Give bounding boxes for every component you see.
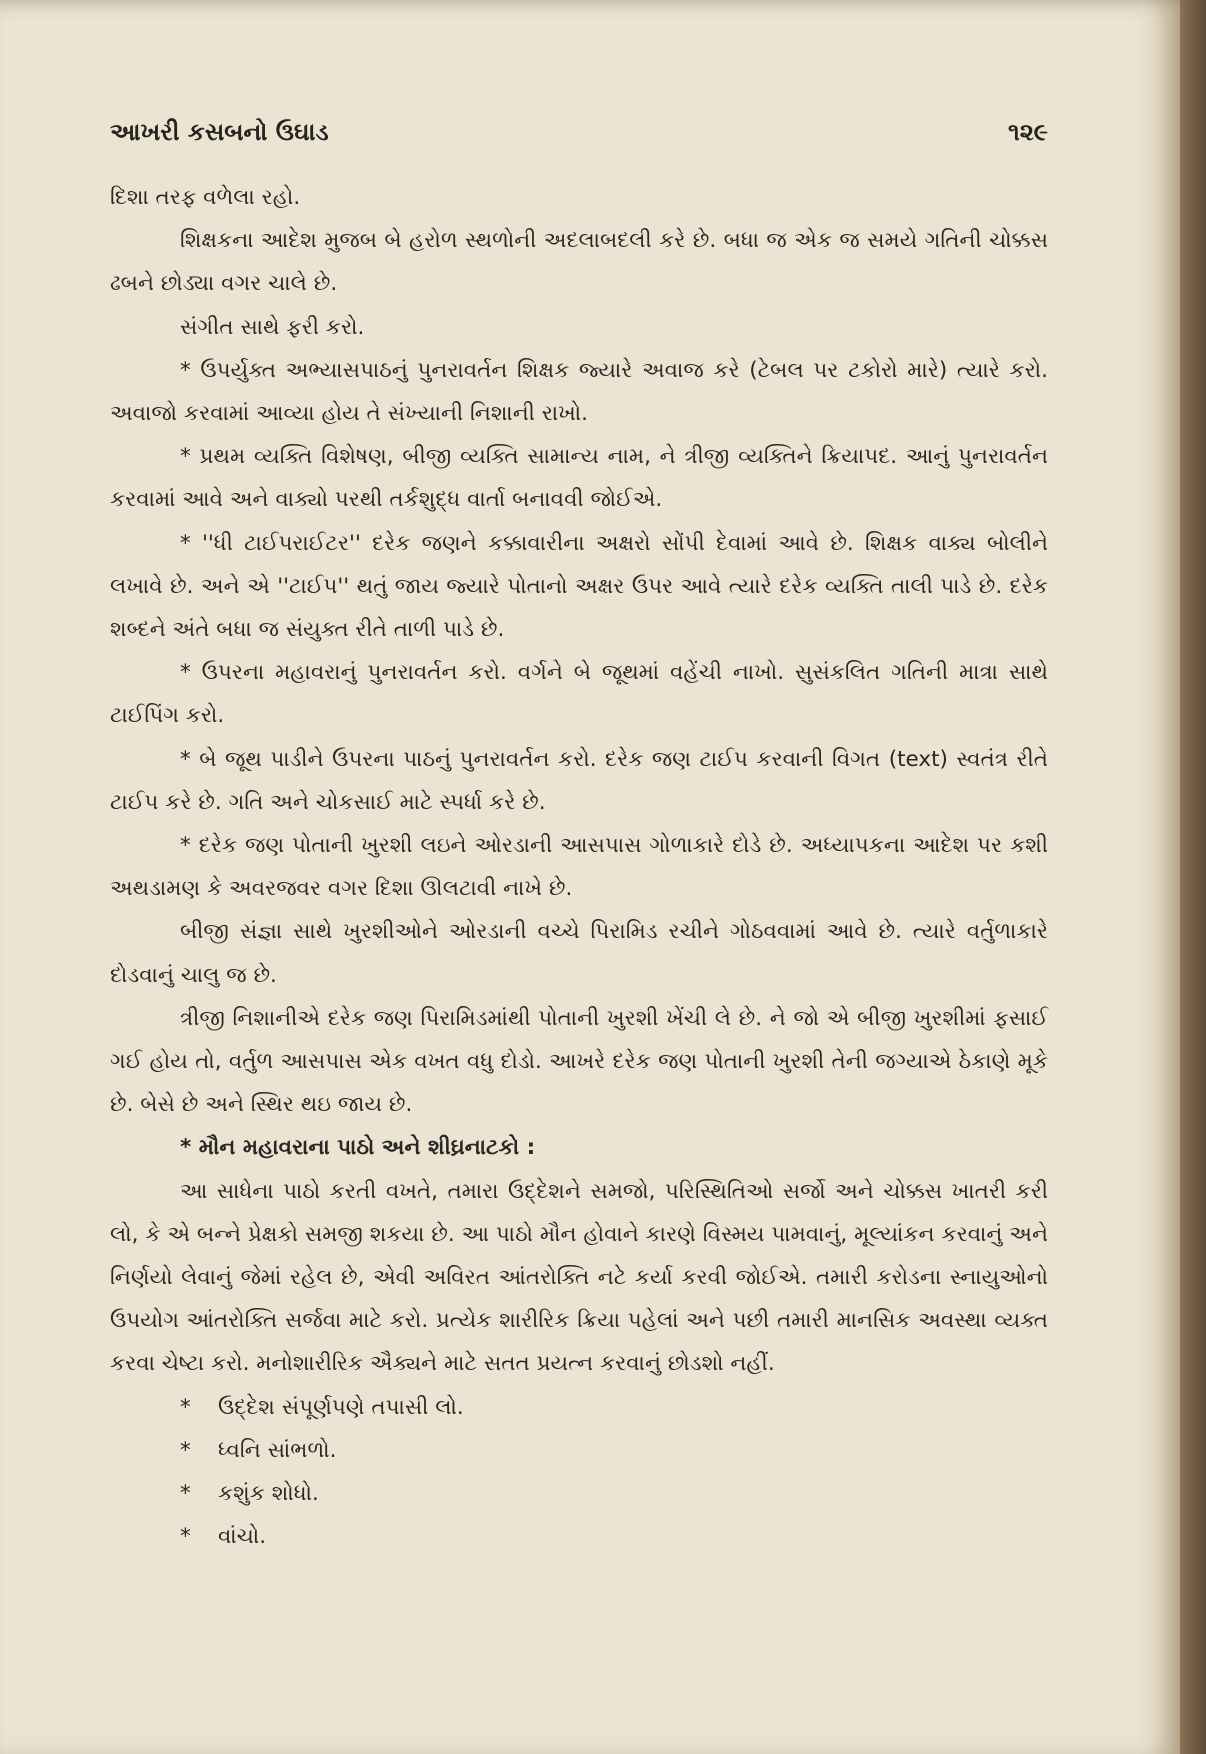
bullet-marker: * [180,1481,191,1507]
paragraph: બીજી સંજ્ઞા સાથે ખુરશીઓને ઓરડાની વચ્ચે પિરામિડ રચીને ગોઠવવામાં આવે છે. ત્યારે વર્તુળાકારે દોડવાનું ચાલુ જ છે. [110,919,1048,988]
list-item-text: ઉદ્દેશ સંપૂર્ણપણે તપાસી લો. [218,1394,464,1420]
paragraph: શિક્ષકના આદેશ મુજબ બે હરોળ સ્થળોની અદલાબદલી કરે છે. બધા જ એક જ સમયે ગતિની ચોક્કસ ઢબને છોડ્યા વગર ચાલે છે. [110,228,1048,297]
paragraph: ત્રીજી નિશાનીએ દરેક જણ પિરામિડમાંથી પોતાની ખુરશી ખેંચી લે છે. ને જો એ બીજી ખુરશીમાં ફસાઈ ગઈ હોય તો, વર્તુળ આસપાસ એક વખત વધુ દોડો. આખરે દરેક જણ પોતાની ખુરશી તેની જગ્યાએ ઠેકાણે મૂકે છે. બેસે છે અને સ્થિર થઇ જાય છે. [110,1005,1048,1118]
bullet-list [110,1386,1048,1559]
book-edge [1180,0,1206,1754]
chapter-title: આખરી કસબનો ઉઘાડ [110,118,329,146]
list-item-text: ધ્વનિ સાંભળો. [218,1437,337,1463]
paragraph: * પ્રથમ વ્યક્તિ વિશેષણ, બીજી વ્યક્તિ સામાન્ય નામ, ને ત્રીજી વ્યક્તિને ક્રિયાપદ. આનું પુનરાવર્તન કરવામાં આવે અને વાક્યો પરથી તર્કશુદ્ધ વાર્તા બનાવવી જોઈએ. [110,444,1048,513]
bullet-marker: * [180,1524,191,1550]
bullet-marker: * [180,1394,191,1420]
paragraph: * ઉપરના મહાવરાનું પુનરાવર્તન કરો. વર્ગને બે જૂથમાં વહેંચી નાખો. સુસંકલિત ગતિની માત્રા સાથે ટાઈપિંગ કરો. [110,660,1048,729]
paragraph: * ''ધી ટાઈપરાઈટર'' દરેક જણને કક્કાવારીના અક્ષરો સોંપી દેવામાં આવે છે. શિક્ષક વાક્ય બોલીને લખાવે છે. અને એ ''ટાઈપ'' થતું જાય જ્યારે પોતાનો અક્ષર ઉપર આવે ત્યારે દરેક વ્યક્તિ તાલી પાડે છે. દરેક શબ્દને અંતે બધા જ સંયુક્ત રીતે તાળી પાડે છે. [110,530,1048,643]
paragraph: * બે જૂથ પાડીને ઉપરના પાઠનું પુનરાવર્તન કરો. દરેક જણ ટાઈપ કરવાની વિગત (text) સ્વતંત્ર રીતે ટાઈપ કરે છે. ગતિ અને ચોકસાઈ માટે સ્પર્ધા કરે છે. [110,746,1048,815]
bullet-marker: * [180,1437,191,1463]
text-body [110,176,1048,1559]
list-item [110,1429,1048,1472]
paragraph: * ઉપર્યુક્ત અભ્યાસપાઠનું પુનરાવર્તન શિક્ષક જ્યારે અવાજ કરે (ટેબલ પર ટકોરો મારે) ત્યારે કરો. અવાજો કરવામાં આવ્યા હોય તે સંખ્યાની નિશાની રાખો. [110,357,1048,427]
paragraph: દિશા તરફ વળેલા રહો. [110,185,301,210]
list-item [110,1472,1048,1515]
paragraph: આ સાધેના પાઠો કરતી વખતે, તમારા ઉદ્દેશને સમજો, પરિસ્થિતિઓ સર્જો અને ચોક્કસ ખાતરી કરી લો, કે એ બન્ને પ્રેક્ષકો સમજી શકયા છે. આ પાઠો મૌન હોવાને કારણે વિસ્મય પામવાનું, મૂલ્યાંકન કરવાનું અને નિર્ણયો લેવાનું જેમાં રહેલ છે, એવી અવિરત આંતરોક્તિ નટે કર્યા કરવી જોઈએ. તમારી કરોડના સ્નાયુઓનો ઉપયોગ આંતરોક્તિ સર્જવા માટે કરો. પ્રત્યેક શારીરિક ક્રિયા પહેલાં અને પછી તમારી માનસિક અવસ્થા વ્યક્ત કરવા ચેષ્ટા કરો. મનોશારીરિક ઐક્યને માટે સતત પ્રયત્ન કરવાનું છોડશો નહીં. [110,1178,1049,1377]
paragraph: * દરેક જણ પોતાની ખુરશી લઇને ઓરડાની આસપાસ ગોળાકારે દોડે છે. અધ્યાપકના આદેશ પર કશી અથડામણ કે અવરજવર વગર દિશા ઊલટાવી નાખે છે. [110,833,1048,902]
list-item [110,1515,1048,1558]
section-heading: * મૌન મહાવરાના પાઠો અને શીઘ્રનાટકો : [180,1135,536,1161]
list-item-text: વાંચો. [218,1524,267,1550]
running-head [110,118,1048,158]
paragraph: સંગીત સાથે ફરી કરો. [180,314,365,340]
page-number: ૧૨૯ [1007,118,1048,146]
list-item [110,1386,1048,1429]
list-item-text: કશુંક શોધો. [218,1481,319,1507]
